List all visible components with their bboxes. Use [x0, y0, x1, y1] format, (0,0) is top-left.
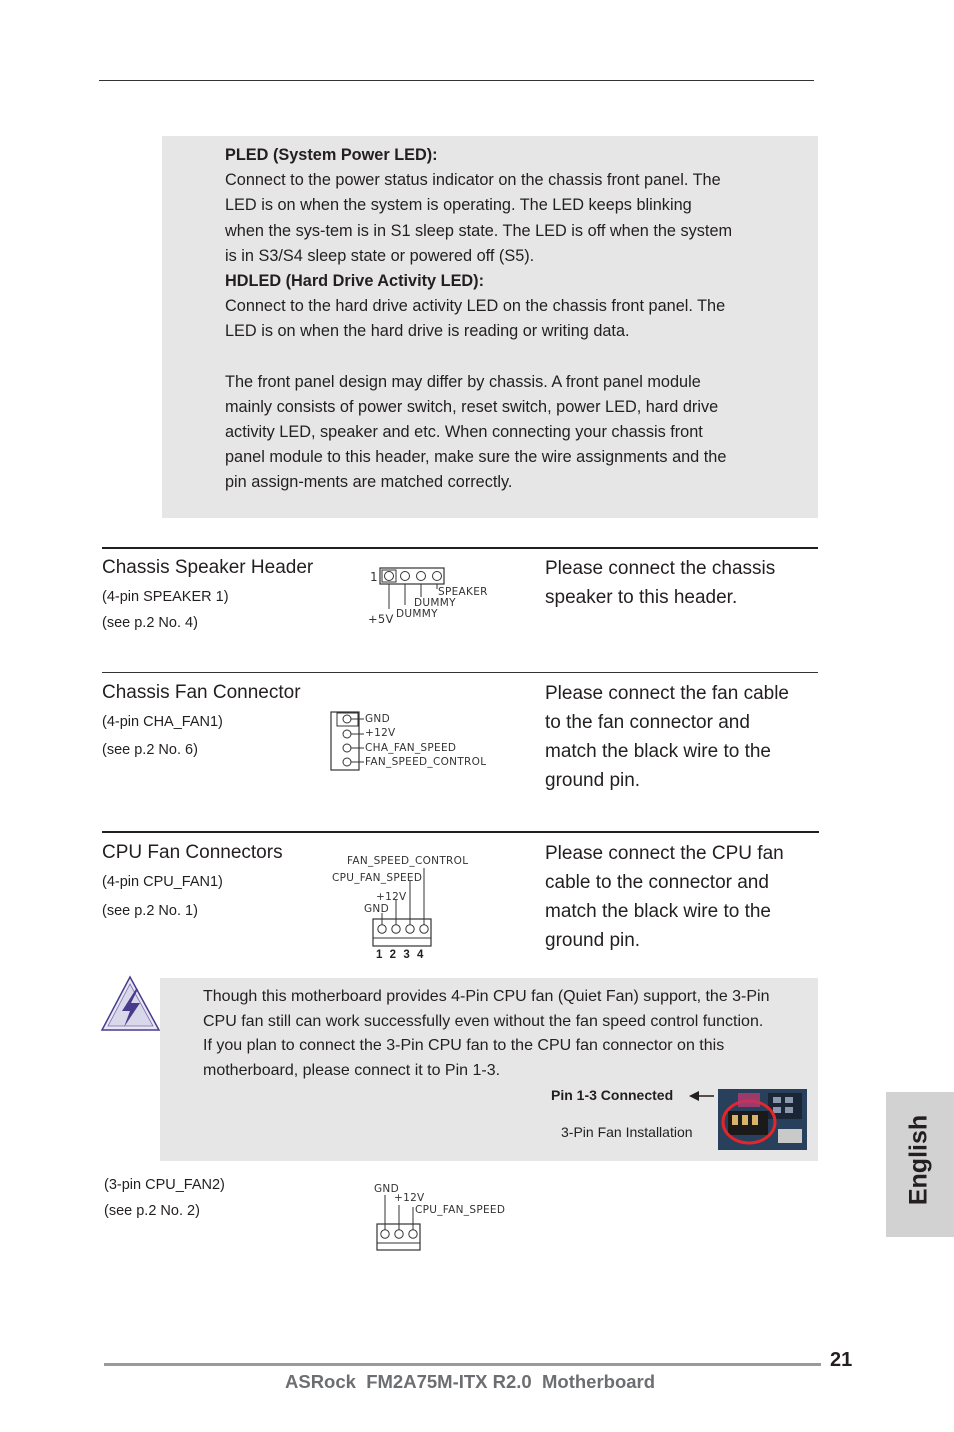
top-rule [99, 80, 814, 81]
footer-rule [104, 1363, 821, 1366]
pled-title: PLED (System Power LED): [225, 146, 438, 164]
pled-line: when the sys-tem is in S1 sleep state. The LED is off when the system [225, 221, 733, 240]
cpu-control-label: FAN_SPEED_CONTROL [347, 855, 469, 867]
cpu-fan-desc [545, 839, 784, 955]
pled-line: is in S3/S4 sleep state or powered off (S5). [225, 246, 535, 265]
cpu-speed-label: CPU_FAN_SPEED [332, 872, 423, 884]
speaker-desc-line: Please connect the chassis [545, 558, 776, 579]
front-panel-line: mainly consists of power switch, reset switch, power LED, hard drive [225, 397, 719, 416]
speaker-desc-line: speaker to this header. [545, 587, 738, 608]
note-text [203, 985, 770, 1083]
side-tab-label: English [904, 1114, 933, 1206]
dummy-label: DUMMY [396, 608, 438, 620]
cpu-12v-label: +12V [376, 891, 407, 903]
dummy-label: DUMMY [414, 597, 456, 609]
front-panel-line: activity LED, speaker and etc. When connecting your chassis front [225, 423, 703, 442]
cpu2-gnd-label: GND [374, 1183, 399, 1195]
pin13-label: Pin 1-3 Connected [551, 1087, 674, 1103]
cha-gnd-label: GND [365, 713, 390, 725]
hdled-title: HDLED (Hard Drive Activity LED): [225, 272, 485, 291]
cpu-fan-title: CPU Fan Connectors [102, 842, 283, 863]
cpu-gnd-label: GND [364, 903, 389, 915]
note-line: CPU fan still can work successfully even without the fan speed control function. [203, 1012, 764, 1030]
cpu2-speed-label: CPU_FAN_SPEED [415, 1204, 506, 1216]
cpu2-12v-label: +12V [394, 1192, 425, 1204]
cha-12v-label: +12V [365, 727, 396, 739]
cpu-fan-desc-line: cable to the connector and [545, 872, 769, 893]
cha-fan-desc-line: match the black wire to the [545, 741, 771, 762]
cha-fan-desc-line: Please connect the fan cable [545, 683, 790, 704]
speaker-label: SPEAKER [438, 586, 488, 598]
speaker-ref: (see p.2 No. 4) [102, 615, 198, 631]
note-line: If you plan to connect the 3-Pin CPU fan to the CPU fan connector on this [203, 1037, 725, 1054]
install-label: 3-Pin Fan Installation [561, 1124, 693, 1140]
front-panel-line: The front panel design may differ by chassis. A front panel module [225, 372, 701, 391]
front-panel-line: pin assign-ments are matched correctly. [225, 473, 513, 492]
cha-speed-label: CHA_FAN_SPEED [365, 742, 457, 754]
pled-line: LED is on when the system is operating. The LED keeps blinking [225, 196, 692, 215]
speaker-title: Chassis Speaker Header [102, 557, 314, 578]
front-panel-line: panel module to this header, make sure the wire assignments and the [225, 448, 727, 467]
note-line: motherboard, please connect it to Pin 1-3. [203, 1061, 501, 1079]
speaker-desc [545, 554, 775, 612]
note-line: Though this motherboard provides 4-Pin CPU fan (Quiet Fan) support, the 3-Pin [203, 988, 770, 1005]
cpu-fan2-ref: (see p.2 No. 2) [104, 1203, 200, 1219]
pled-line: Connect to the power status indicator on the chassis front panel. The [225, 171, 721, 190]
hdled-line: Connect to the hard drive activity LED on the chassis front panel. The [225, 297, 726, 316]
warning-icon [100, 975, 162, 1033]
cpu-fan-ref: (see p.2 No. 1) [102, 903, 198, 919]
cha-fan-rule [102, 672, 818, 673]
speaker-pin1-label: 1 [370, 570, 378, 584]
cpu-fan-pins: (4-pin CPU_FAN1) [102, 874, 223, 890]
fan-installation-photo [718, 1089, 807, 1150]
cha-fan-title: Chassis Fan Connector [102, 682, 301, 703]
cha-fan-desc [545, 679, 789, 795]
speaker-pins: (4-pin SPEAKER 1) [102, 589, 229, 605]
cpu-fan-desc-line: ground pin. [545, 930, 641, 951]
cha-fan-ref: (see p.2 No. 6) [102, 742, 198, 758]
cpu-fan2-drawing [376, 1193, 422, 1253]
arrow-left-icon [689, 1089, 715, 1103]
cha-fan-desc-line: ground pin. [545, 770, 641, 791]
cpu-fan2-pins: (3-pin CPU_FAN2) [104, 1177, 225, 1193]
cha-fan-desc-line: to the fan connector and [545, 712, 750, 733]
v5-label: +5V [368, 612, 394, 626]
hdled-line: LED is on when the hard drive is reading or writing data. [225, 322, 630, 341]
footer-product: ASRock FM2A75M-ITX R2.0 Motherboard [285, 1371, 656, 1392]
cpu-pin-numbers: 1 2 3 4 [376, 949, 424, 961]
cpu-fan-rule [102, 831, 819, 833]
cpu-fan-desc-line: match the black wire to the [545, 901, 771, 922]
cha-fan-pins: (4-pin CHA_FAN1) [102, 714, 223, 730]
led-info-text [225, 143, 749, 496]
speaker-rule [102, 547, 818, 549]
cpu-fan-desc-line: Please connect the CPU fan [545, 843, 784, 864]
cha-control-label: FAN_SPEED_CONTROL [365, 756, 487, 768]
cha-fan-drawing [330, 711, 370, 773]
cpu-fan-drawing [372, 868, 434, 948]
page-number: 21 [830, 1349, 853, 1371]
